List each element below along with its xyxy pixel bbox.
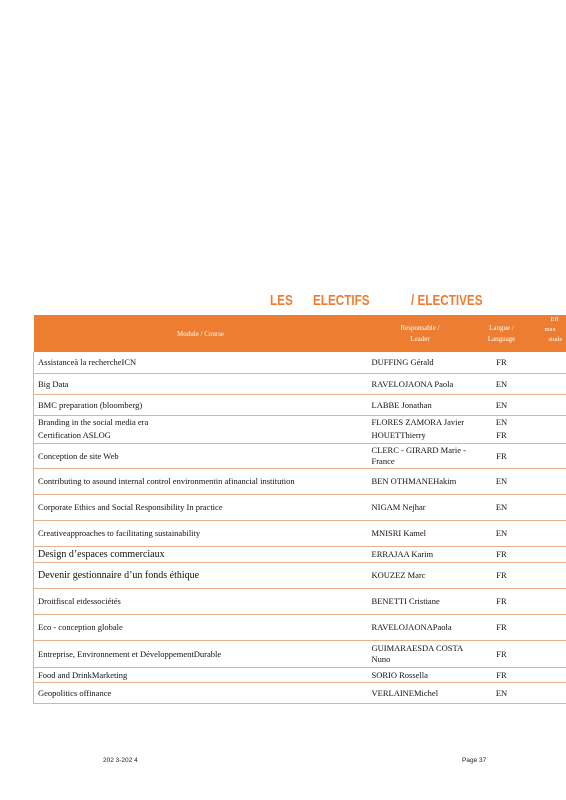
course-language: FR	[473, 352, 531, 373]
course-name: Conception de site Web	[34, 443, 368, 468]
table-header-row	[34, 315, 566, 352]
course-leader: HOUETThierry	[368, 428, 473, 443]
table-row	[34, 415, 566, 428]
course-name: BMC preparation (bloomberg)	[34, 394, 368, 415]
course-language: EN	[495, 416, 508, 427]
course-language: EN	[473, 520, 531, 546]
course-language: FR	[473, 443, 531, 468]
course-name: Geopolitics offinance	[34, 682, 368, 703]
course-name: Eco - conception globale	[34, 614, 368, 640]
course-leader: BENETTI Cristiane	[368, 588, 473, 614]
course-max-students	[531, 640, 566, 667]
header-module: Module / Course	[34, 315, 368, 352]
table-row	[34, 667, 566, 682]
course-language: EN	[473, 394, 531, 415]
course-language: FR	[473, 562, 531, 588]
course-leader: KOUZEZ Marc	[368, 562, 473, 588]
title-part-les: LES	[270, 292, 293, 309]
page-title	[0, 292, 566, 312]
course-max-students	[531, 562, 566, 588]
table-row	[34, 494, 566, 520]
course-name: Assistanceà la rechercheICN	[34, 352, 368, 373]
course-name: Droitfiscal etdessociétés	[34, 588, 368, 614]
course-name: Corporate Ethics and Social Responsibility In practice	[34, 494, 368, 520]
header-language: Langue / Language	[473, 315, 531, 352]
course-max-students	[531, 614, 566, 640]
course-language: EN	[473, 468, 531, 494]
course-language: EN	[473, 494, 531, 520]
course-leader: RAVELOJAONA Paola	[368, 373, 473, 394]
course-language: FR	[473, 588, 531, 614]
course-max-students	[531, 415, 566, 428]
course-max-students	[531, 373, 566, 394]
course-leader: VERLAINEMichel	[368, 682, 473, 703]
table-row	[34, 352, 566, 373]
course-language: EN	[473, 373, 531, 394]
header-effectif: Eff max stude	[531, 315, 566, 352]
course-leader: FLORES ZAMORA Javier	[371, 416, 465, 427]
course-max-students	[531, 352, 566, 373]
footer-page-number: Page 37	[462, 757, 487, 764]
course-name: Creativeapproaches to facilitating sustainability	[34, 520, 368, 546]
table-row	[34, 520, 566, 546]
course-name: Food and DrinkMarketing	[34, 667, 368, 682]
course-name: Devenir gestionnaire d’un fonds éthique	[34, 562, 368, 588]
table-row	[34, 546, 566, 562]
course-max-students	[531, 428, 566, 443]
table-row	[34, 394, 566, 415]
course-max-students	[531, 468, 566, 494]
course-name: Branding in the social media era	[38, 416, 149, 427]
course-max-students	[531, 494, 566, 520]
table-row	[34, 428, 566, 443]
course-language: FR	[473, 614, 531, 640]
course-language: FR	[473, 667, 531, 682]
course-leader: LABBE Jonathan	[368, 394, 473, 415]
course-leader: CLERC - GIRARD Marie - France	[368, 443, 473, 468]
course-leader: RAVELOJAONAPaola	[368, 614, 473, 640]
table-row	[34, 614, 566, 640]
table-row	[34, 588, 566, 614]
table-row	[34, 640, 566, 667]
title-part-electifs: ELECTIFS	[313, 292, 370, 309]
table-row	[34, 373, 566, 394]
course-name: Certification ASLOG	[34, 428, 368, 443]
course-language: FR	[473, 428, 531, 443]
footer-academic-year: 202 3-202 4	[103, 757, 138, 764]
header-responsible: Responsable / Leader	[368, 315, 473, 352]
course-leader: MNISRI Kamel	[368, 520, 473, 546]
course-name: Design d’espaces commerciaux	[34, 546, 368, 562]
course-max-students	[531, 588, 566, 614]
course-max-students	[531, 667, 566, 682]
table-row	[34, 443, 566, 468]
course-max-students	[531, 546, 566, 562]
course-max-students	[531, 682, 566, 703]
table-row	[34, 468, 566, 494]
course-leader: ERRAJAA Karim	[368, 546, 473, 562]
table-row	[34, 682, 566, 703]
course-max-students	[531, 520, 566, 546]
course-name: Big Data	[34, 373, 368, 394]
course-name: Contributing to asound internal control environmentin afinancial institution	[34, 468, 368, 494]
course-leader: GUIMARAESDA COSTA Nuno	[368, 640, 473, 667]
electives-table	[33, 315, 566, 704]
table-row	[34, 562, 566, 588]
course-language: FR	[473, 640, 531, 667]
course-max-students	[531, 394, 566, 415]
course-language: FR	[473, 546, 531, 562]
course-leader: NIGAM Nejhar	[368, 494, 473, 520]
course-language: EN	[473, 682, 531, 703]
title-part-electives: / ELECTIVES	[411, 292, 483, 309]
course-leader: SORIO Rossella	[368, 667, 473, 682]
course-leader: DUFFING Gérald	[368, 352, 473, 373]
course-max-students	[531, 443, 566, 468]
course-leader: BEN OTHMANEHakim	[368, 468, 473, 494]
course-name: Entreprise, Environnement et DéveloppementDurable	[34, 640, 368, 667]
